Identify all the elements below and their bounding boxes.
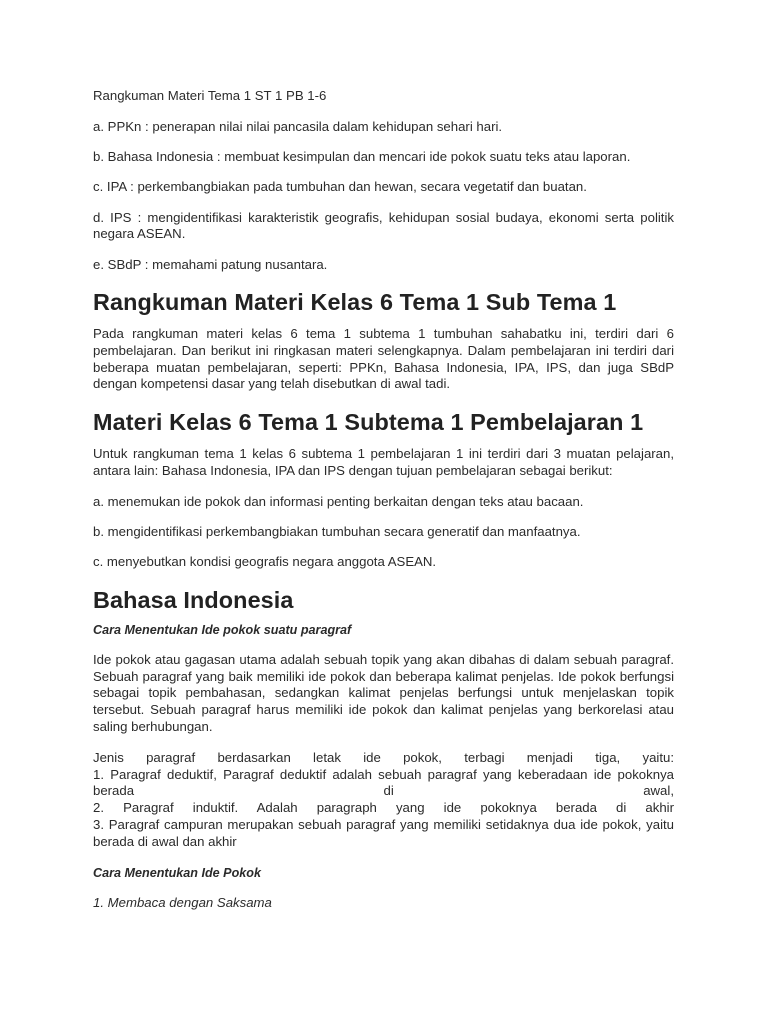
subheading-cara-menentukan-ide-pokok-paragraf: Cara Menentukan Ide pokok suatu paragraf bbox=[93, 622, 352, 637]
section-heading-bahasa-indonesia: Bahasa Indonesia bbox=[93, 586, 294, 613]
section-paragraph-rangkuman: Pada rangkuman materi kelas 6 tema 1 subtema 1 tumbuhan sahabatku ini, terdiri dari 6 pembelajaran. Dan berikut ini ringkasan materi selengkapnya. Dalam pembelajaran ini terdiri dari beberapa muatan pembelajaran, seperti: PPKn, Bahasa Indonesia, IPA, IPS, dan juga SBdP dengan kompetensi dasar yang telah disebutkan di awal tadi. bbox=[93, 326, 674, 392]
summary-item-sbdp: e. SBdP : memahami patung nusantara. bbox=[93, 256, 328, 272]
paragraph-jenis-paragraf bbox=[93, 750, 674, 851]
summary-item-ipa: c. IPA : perkembangbiakan pada tumbuhan dan hewan, secara vegetatif dan buatan. bbox=[93, 179, 587, 195]
document-title: Rangkuman Materi Tema 1 ST 1 PB 1-6 bbox=[93, 88, 327, 103]
summary-item-bahasa-indonesia: b. Bahasa Indonesia : membuat kesimpulan dan mencari ide pokok suatu teks atau laporan. bbox=[93, 149, 631, 165]
section-heading-rangkuman: Rangkuman Materi Kelas 6 Tema 1 Sub Tema 1 bbox=[93, 289, 617, 316]
section-paragraph-pembelajaran-1: Untuk rangkuman tema 1 kelas 6 subtema 1 pembelajaran 1 ini terdiri dari 3 muatan pelajaran, antara lain: Bahasa Indonesia, IPA dan IPS dengan tujuan pembelajaran sebagai berikut: bbox=[93, 446, 674, 479]
document-page bbox=[93, 88, 674, 911]
goal-item-b: b. mengidentifikasi perkembangbiakan tumbuhan secara generatif dan manfaatnya. bbox=[93, 524, 581, 540]
summary-item-ips: d. IPS : mengidentifikasi karakteristik geografis, kehidupan sosial budaya, ekonomi serta politik negara ASEAN. bbox=[93, 209, 674, 242]
subheading-cara-menentukan-ide-pokok: Cara Menentukan Ide Pokok bbox=[93, 865, 261, 880]
step-membaca-dengan-saksama: 1. Membaca dengan Saksama bbox=[93, 894, 272, 910]
jenis-line-deduktif-cont: berada di awal, bbox=[93, 783, 674, 799]
goal-item-a: a. menemukan ide pokok dan informasi penting berkaitan dengan teks atau bacaan. bbox=[93, 493, 584, 509]
goal-item-c: c. menyebutkan kondisi geografis negara anggota ASEAN. bbox=[93, 554, 437, 570]
jenis-line-campuran: 3. Paragraf campuran merupakan sebuah paragraf yang memiliki setidaknya dua ide pokok, yaitu berada di awal dan akhir bbox=[93, 816, 674, 849]
summary-item-ppkn: a. PPKn : penerapan nilai nilai pancasila dalam kehidupan sehari hari. bbox=[93, 118, 503, 134]
jenis-line-intro: Jenis paragraf berdasarkan letak ide pokok, terbagi menjadi tiga, yaitu: bbox=[93, 749, 674, 765]
jenis-line-deduktif: 1. Paragraf deduktif, Paragraf deduktif adalah sebuah paragraf yang keberadaan ide pokoknya bbox=[93, 766, 674, 782]
paragraph-ide-pokok: Ide pokok atau gagasan utama adalah sebuah topik yang akan dibahas di dalam sebuah paragraf. Sebuah paragraf yang baik memiliki ide pokok dan beberapa kalimat penjelas. Ide pokok berfungsi sebagai topik pembahasan, sedangkan kalimat penjelas berfungsi untuk menjelaskan topik tersebut. Sebuah paragraf harus memiliki ide pokok dan kalimat penjelas yang berkorelasi atau saling berhubungan. bbox=[93, 651, 674, 734]
section-heading-pembelajaran-1: Materi Kelas 6 Tema 1 Subtema 1 Pembelajaran 1 bbox=[93, 409, 644, 436]
jenis-line-induktif: 2. Paragraf induktif. Adalah paragraph yang ide pokoknya berada di akhir bbox=[93, 800, 674, 816]
